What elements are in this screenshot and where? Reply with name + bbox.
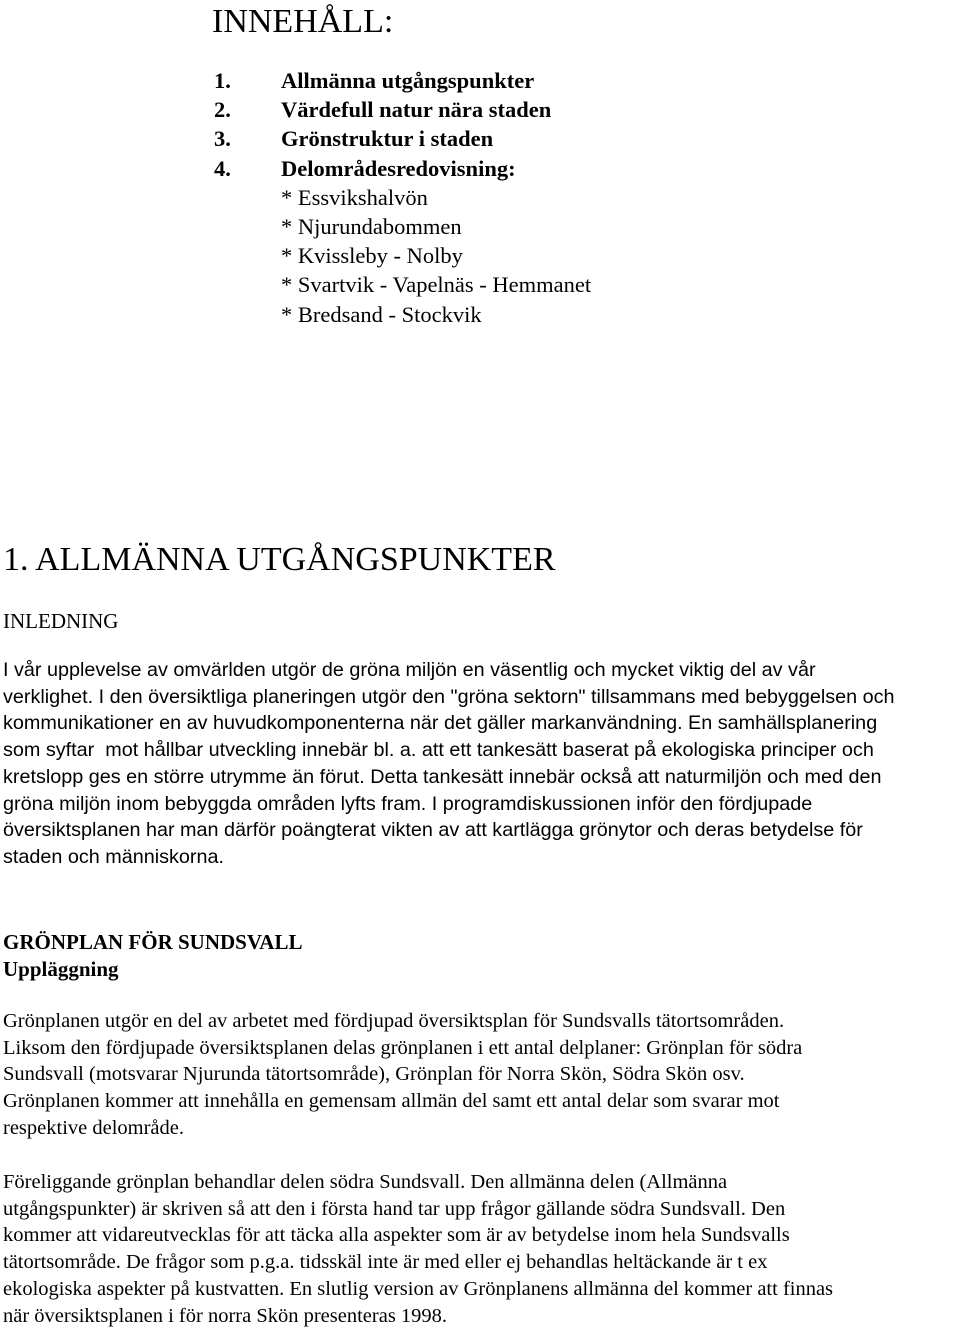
toc-item (214, 154, 591, 183)
text-line: I vår upplevelse av omvärlden utgör de gröna miljön en väsentlig och mycket viktig del av vår (3, 659, 816, 681)
toc-item (214, 124, 591, 153)
gronplan-paragraph-1 (3, 1008, 960, 1142)
toc-item-label: Grönstruktur i staden (281, 126, 494, 152)
text-line: utgångspunkter) är skriven så att den i första hand tar upp frågor gällande södra Sundsvall. Den (3, 1197, 786, 1220)
text-line: Föreliggande grönplan behandlar delen södra Sundsvall. Den allmänna delen (Allmänna (3, 1171, 728, 1193)
text-line: översiktsplanen har man därför poängterat vikten av att kartlägga grönytor och deras betydelse för (3, 819, 863, 842)
toc-item-number: 1. (214, 68, 231, 93)
text-line: ekologiska aspekter på kustvatten. En slutlig version av Grönplanens allmänna del kommer att finnas (3, 1277, 834, 1300)
intro-paragraph (3, 657, 960, 871)
toc-subitem: * Bredsand - Stockvik (281, 301, 482, 327)
text-line: respektive delområde. (3, 1116, 185, 1139)
toc-list (214, 66, 591, 329)
text-line: gröna miljön inom bebyggda områden lyfts fram. I programdiskussionen inför den fördjupade (3, 792, 813, 815)
toc-item-label: Delområdesredovisning: (281, 155, 516, 181)
section-title: 1. ALLMÄNNA UTGÅNGSPUNKTER (3, 541, 556, 578)
toc-subitem: * Kvissleby - Nolby (281, 243, 463, 269)
text-line: tätortsområde. De frågor som p.g.a. tidsskäl inte är med eller ej behandlas heltäckande är t ex (3, 1251, 768, 1274)
toc-subitem: * Svartvik - Vapelnäs - Hemmanet (281, 272, 592, 298)
text-line: Grönplanen utgör en del av arbetet med fördjupad översiktsplan för Sundsvalls tätortsområden. (3, 1010, 785, 1032)
toc-subitem: * Essvikshalvön (281, 184, 428, 210)
toc-subitem: * Njurundabommen (281, 214, 462, 240)
text-line: kretslopp ges en större utrymme än förut. Detta tankesätt innebär också att naturmiljön och med den (3, 765, 882, 788)
text-line: Sundsvall (motsvarar Njurunda tätortsområde), Grönplan för Norra Skön, Södra Skön osv. (3, 1063, 745, 1086)
gronplan-paragraph-2 (3, 1169, 960, 1329)
gronplan-subtitle: Uppläggning (3, 957, 119, 981)
text-line: Grönplanen kommer att innehålla en gemensam allmän del samt ett antal delar som svarar mot (3, 1090, 780, 1113)
text-line: när översiktsplanen i för norra Skön presenteras 1998. (3, 1304, 448, 1327)
gronplan-title: GRÖNPLAN FÖR SUNDSVALL (3, 930, 303, 954)
section-subtitle: INLEDNING (3, 609, 119, 633)
text-line: staden och människorna. (3, 845, 225, 868)
toc-item (214, 95, 591, 124)
text-line: kommer att vidareutvecklas för att täcka alla aspekter som är av betydelse inom hela Sundsvalls (3, 1224, 790, 1247)
toc-item-label: Värdefull natur nära staden (281, 97, 552, 123)
toc-item (214, 66, 591, 95)
toc-title: INNEHÅLL: (212, 3, 394, 40)
toc-item-label: Allmänna utgångspunkter (281, 68, 535, 93)
text-line: kommunikationer en av huvudkomponenterna när det gäller markanvändning. En samhällsplanering (3, 712, 878, 735)
text-line: som syftar mot hållbar utveckling innebär bl. a. att ett tankesätt baserat på ekologiska principer och (3, 739, 874, 762)
text-line: Liksom den fördjupade översiktsplanen delas grönplanen i ett antal delplaner: Grönplan för södra (3, 1036, 803, 1059)
toc-item-number: 4. (214, 155, 231, 181)
toc-item-number: 3. (214, 126, 231, 152)
text-line: verklighet. I den översiktliga planeringen utgör den "gröna sektorn" tillsammans med bebyggelsen och (3, 685, 895, 708)
toc-item-number: 2. (214, 97, 231, 123)
